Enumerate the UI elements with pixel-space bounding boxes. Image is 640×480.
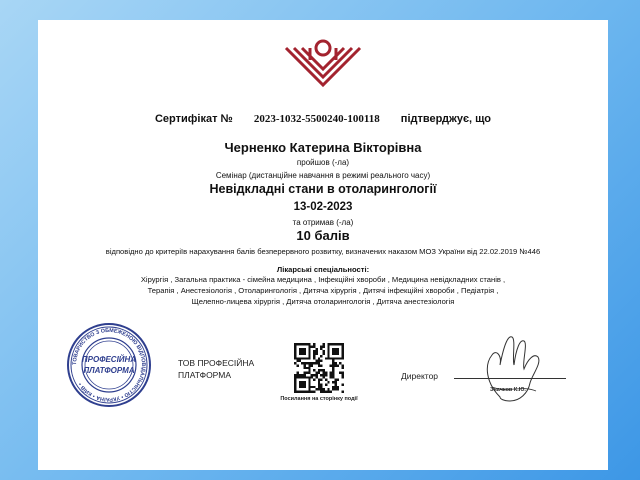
certificate-sheet bbox=[38, 20, 608, 470]
seminar-topic: Невідкладні стани в отоларингології bbox=[209, 182, 437, 196]
stamp-line-1: ПРОФЕСІЙНА bbox=[81, 355, 137, 364]
organization-line-1: ТОВ ПРОФЕСІЙНА bbox=[178, 358, 255, 368]
passed-text: пройшов (-ла) bbox=[296, 158, 350, 167]
organization-name bbox=[178, 357, 278, 381]
qr-caption: Посилання на сторінку події bbox=[280, 396, 358, 402]
seminar-date: 13-02-2023 bbox=[293, 201, 353, 213]
organization-line-2: ПЛАТФОРМА bbox=[178, 370, 232, 380]
score: 10 балів bbox=[296, 228, 350, 243]
stamp-line-2: ПЛАТФОРМА bbox=[83, 366, 135, 375]
recipient-name: Черненко Катерина Вікторівна bbox=[224, 140, 422, 155]
signer-name: Значков К.Ю. bbox=[490, 387, 526, 393]
criteria-text: відповідно до критеріїв нарахування балів безперервного розвитку, визначених наказом МОЗ України від 22.02.2019 №446 bbox=[105, 247, 541, 256]
received-text: та отримав (-ла) bbox=[292, 218, 354, 227]
seminar-type: Семінар (дистанційне навчання в режимі реального часу) bbox=[215, 171, 431, 180]
signature-icon bbox=[478, 325, 550, 410]
director-label: Директор bbox=[401, 371, 439, 381]
qr-code-icon[interactable] bbox=[294, 343, 344, 393]
stamp-ring-text: ТОВАРИСТВО З ОБМЕЖЕНОЮ ВІДПОВІДАЛЬНІСТЮ • УКРАЇНА • КИЇВ • bbox=[71, 327, 147, 403]
round-seal-icon bbox=[66, 322, 152, 408]
certificate-number: 2023-1032-5500240-100118 bbox=[253, 113, 380, 125]
platform-logo-icon bbox=[38, 38, 608, 88]
specialties-list: Хірургія , Загальна практика - сімейна медицина , Інфекційні хвороби , Медицина невідкладних станів , Терапія , Анестезіологія , Отоларингологія , Дитяча хірургія , Дитячі інфекційні хвороби , Педіатрія , Щелепно-лицева хірургія , Дитяча отоларингологія , Дитяча анестезіологія bbox=[140, 275, 506, 306]
specialties-title: Лікарські спеціальності: bbox=[276, 265, 370, 274]
certificate-label: Сертифікат № bbox=[154, 113, 233, 125]
confirms-text: підтверджує, що bbox=[400, 113, 491, 125]
certificate-number-line bbox=[38, 113, 608, 125]
